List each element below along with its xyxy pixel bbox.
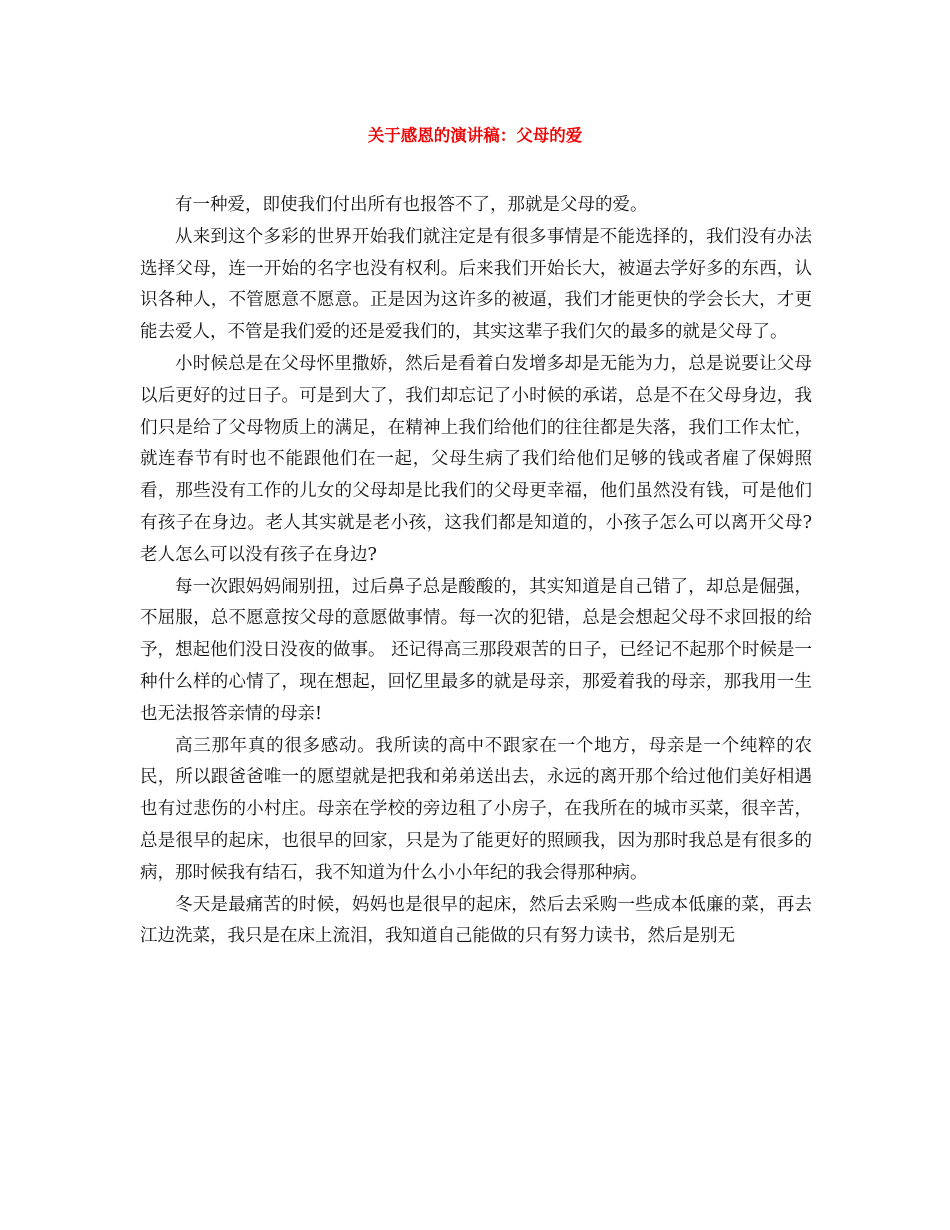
paragraph: 高三那年真的很多感动。我所读的高中不跟家在一个地方，母亲是一个纯粹的农民，所以跟爸爸唯一的愿望就是把我和弟弟送出去，永远的离开那个给过他们美好相遇也有过悲伤的小村庄。母亲在学校的旁边租了小房子，在我所在的城市买菜，很辛苦，总是很早的起床，也很早的回家，只是为了能更好的照顾我，因为那时我总是有很多的病，那时候我有结石，我不知道为什么小小年纪的我会得那种病。	[140, 735, 812, 883]
paragraph: 冬天是最痛苦的时候，妈妈也是很早的起床，然后去采购一些成本低廉的菜，再去江边洗菜，我只是在床上流泪，我知道自己能做的只有努力读书，然后是别无	[140, 894, 812, 947]
paragraph: 从来到这个多彩的世界开始我们就注定是有很多事情是不能选择的，我们没有办法选择父母，连一开始的名字也没有权利。后来我们开始长大，被逼去学好多的东西，认识各种人，不管愿意不愿意。正是因为这许多的被逼，我们才能更快的学会长大，才更能去爱人，不管是我们爱的还是爱我们的，其实这辈子我们欠的最多的就是父母了。	[140, 226, 812, 343]
paragraph: 有一种爱，即使我们付出所有也报答不了，那就是父母的爱。	[175, 195, 648, 215]
paragraph: 小时候总是在父母怀里撒娇，然后是看着白发增多却是无能为力，总是说要让父母以后更好的过日子。可是到大了，我们却忘记了小时候的承诺，总是不在父母身边，我们只是给了父母物质上的满足，在精神上我们给他们的往往都是失落，我们工作太忙，就连春节有时也不能跟他们在一起，父母生病了我们给他们足够的钱或者雇了保姆照看，那些没有工作的儿女的父母却是比我们的父母更幸福，他们虽然没有钱，可是他们有孩子在身边。老人其实就是老小孩，这我们都是知道的，小孩子怎么可以离开父母?老人怎么可以没有孩子在身边?	[140, 353, 812, 565]
page-title: 关于感恩的演讲稿：父母的爱	[367, 126, 583, 145]
body-text	[140, 190, 812, 953]
paragraph: 每一次跟妈妈闹别扭，过后鼻子总是酸酸的，其实知道是自己错了，却总是倔强，不屈服，总不愿意按父母的意愿做事情。每一次的犯错，总是会想起父母不求回报的给予，想起他们没日没夜的做事。 还记得高三那段艰苦的日子，已经记不起那个时候是一种什么样的心情了，现在想起，回忆里最多的就是母亲，那爱着我的母亲，那我用一生也无法报答亲情的母亲!	[140, 576, 812, 724]
